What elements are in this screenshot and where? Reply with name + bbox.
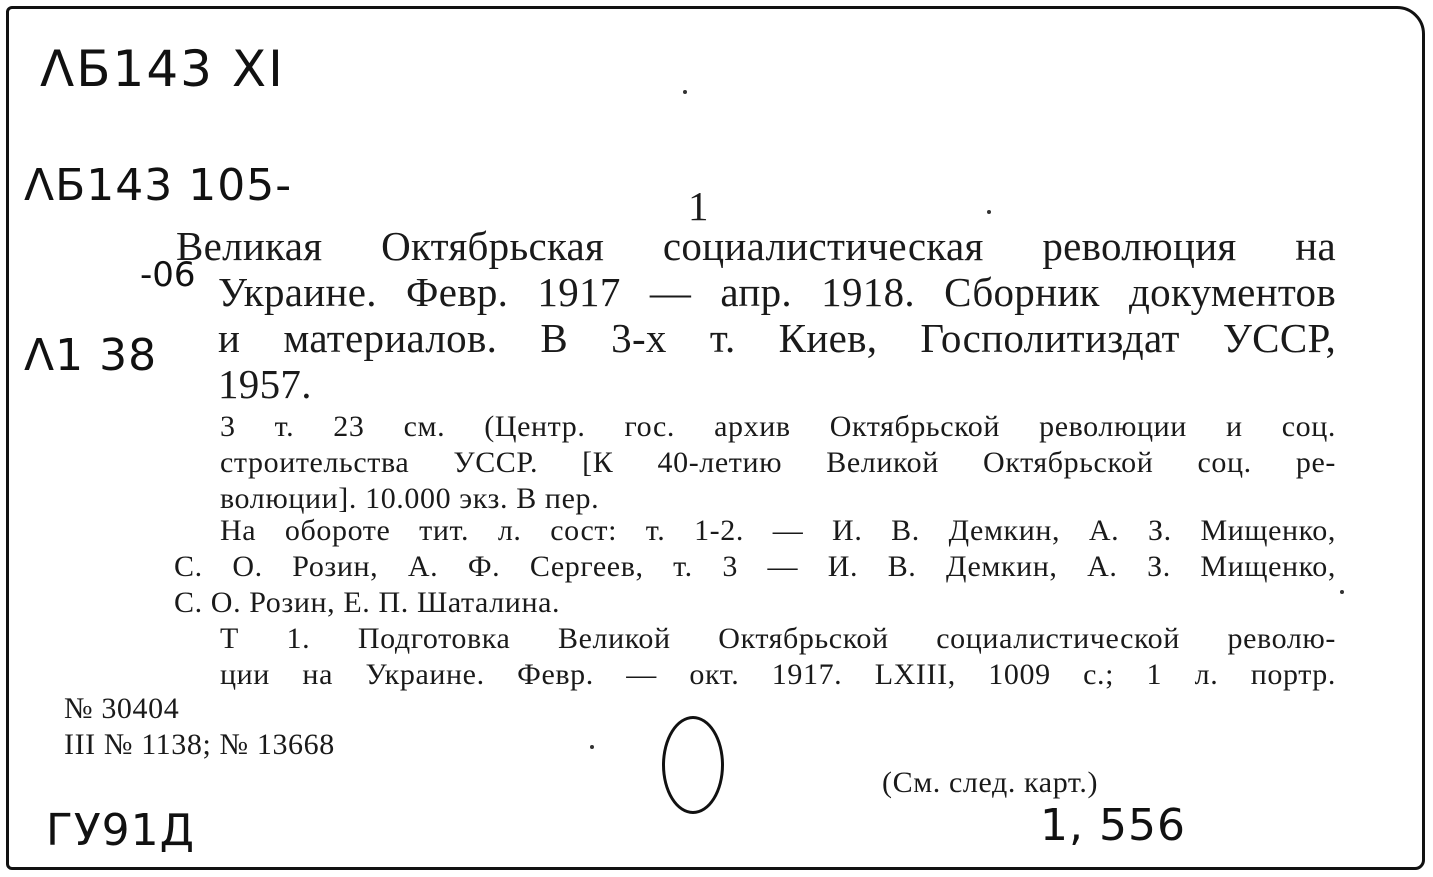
main-entry-line-2: Украине. Февр. 1917 — апр. 1918. Сборник документов xyxy=(218,269,1336,315)
handwritten-circle-mark xyxy=(662,716,724,814)
description-line-2: строительства УССР. [К 40-летию Великой Октябрьской соц. ре- xyxy=(220,446,1336,479)
scan-speck xyxy=(683,90,687,94)
registration-number-2: III № 1138; № 13668 xyxy=(64,728,335,761)
handwritten-shelfmark-top: ΛБ143 XI xyxy=(40,40,285,98)
handwritten-bottom-left: ГУ91Д xyxy=(46,805,196,856)
registration-number-1: № 30404 xyxy=(64,692,180,725)
handwritten-bottom-right: 1, 556 xyxy=(1040,800,1186,851)
card-number: 1 xyxy=(688,183,709,229)
handwritten-shelfmark-2: ΛБ143 105- xyxy=(24,160,293,211)
scan-speck xyxy=(987,210,991,214)
main-entry-line-4: 1957. xyxy=(218,361,312,407)
description-line-1: 3 т. 23 см. (Центр. гос. архив Октябрьской революции и соц. xyxy=(220,410,1336,443)
note-line-1: На обороте тит. л. сост: т. 1-2. — И. В. Демкин, А. З. Мищенко, xyxy=(220,514,1336,547)
handwritten-shelfmark-3: Λ1 38 xyxy=(24,330,158,381)
volume-line-1: Т 1. Подготовка Великой Октябрьской социалистической револю- xyxy=(220,622,1336,655)
scan-speck xyxy=(590,745,594,749)
continuation-note: (См. след. карт.) xyxy=(882,766,1099,799)
scan-speck xyxy=(1340,590,1344,594)
note-line-3: С. О. Розин, Е. П. Шаталина. xyxy=(174,586,561,619)
description-line-3: волюции]. 10.000 экз. В пер. xyxy=(220,482,600,515)
main-entry-line-1: Великая Октябрьская социалистическая революция на xyxy=(176,223,1336,269)
volume-line-2: ции на Украине. Февр. — окт. 1917. LXIII, 1009 с.; 1 л. портр. xyxy=(220,658,1336,691)
handwritten-shelfmark-2-cont: -06 xyxy=(140,255,196,295)
main-entry-line-3: и материалов. В 3-х т. Киев, Госполитиздат УССР, xyxy=(218,315,1336,361)
note-line-2: С. О. Розин, А. Ф. Сергеев, т. 3 — И. В. Демкин, А. З. Мищенко, xyxy=(174,550,1336,583)
